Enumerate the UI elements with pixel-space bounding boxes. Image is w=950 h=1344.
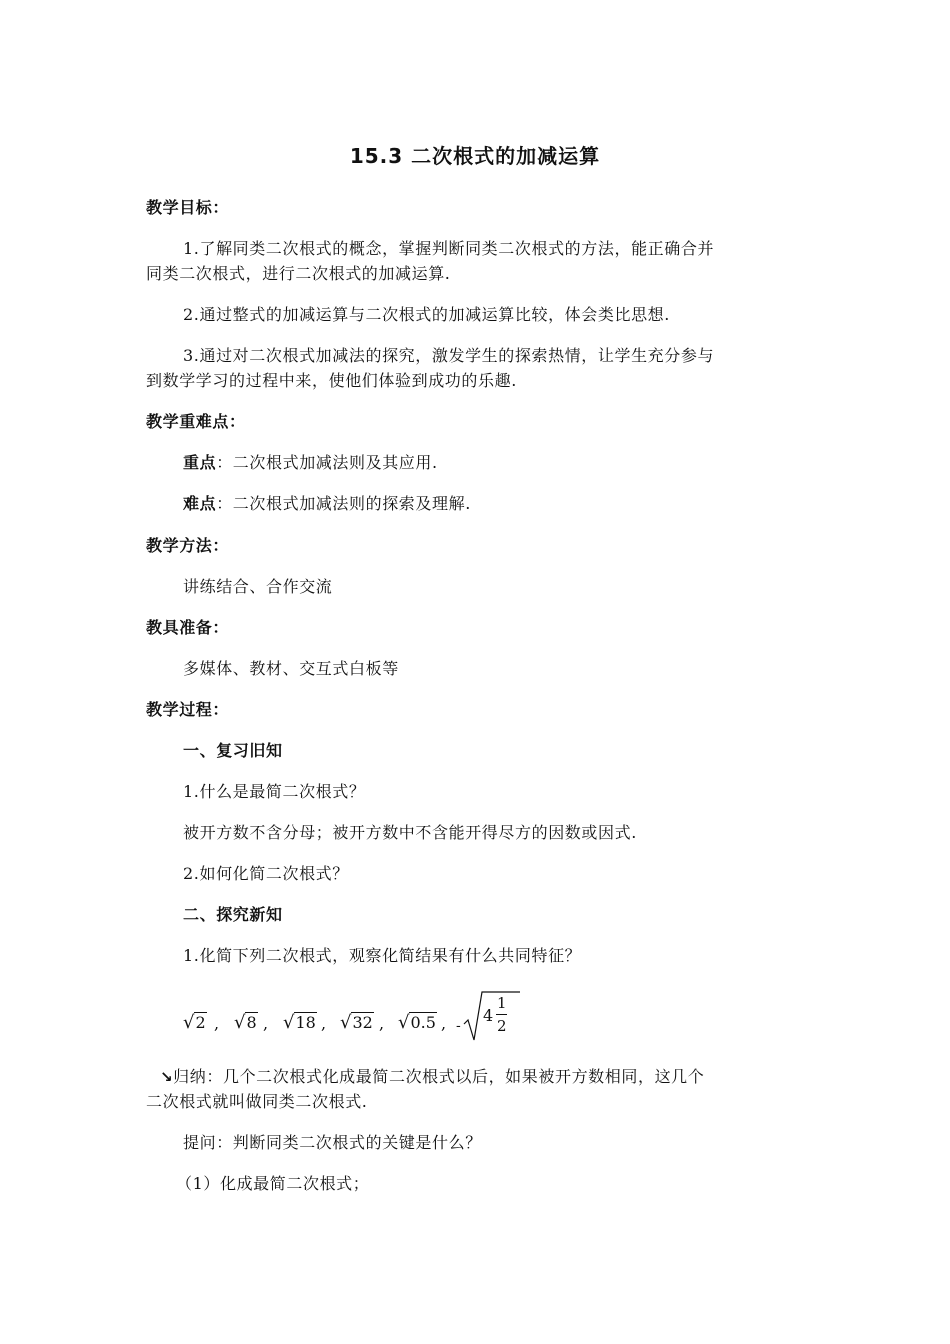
keypoints-heading: 教学重难点： — [146, 412, 246, 431]
radical-sqrt-18 — [283, 1012, 317, 1033]
objective-3-line-2: 到数学学习的过程中来，使他们体验到成功的乐趣. — [146, 371, 517, 390]
review-answer-1: 被开方数不含分母；被开方数中不含能开得尽方的因数或因式. — [183, 823, 637, 842]
negative-sign: - — [456, 1018, 461, 1034]
sqrt-symbol: √ — [283, 1012, 295, 1033]
step-1-line: （1）化成最简二次根式； — [176, 1174, 370, 1193]
summary-line-1 — [160, 1066, 704, 1088]
part-2-heading: 二、探究新知 — [183, 905, 283, 924]
methods-heading: 教学方法： — [146, 536, 230, 555]
difficulty-line — [183, 493, 471, 515]
comma: , — [441, 1014, 447, 1033]
fraction-bar — [496, 1014, 507, 1015]
radicand: 0.5 — [410, 1013, 436, 1032]
radicand: 2 — [195, 1013, 206, 1032]
review-question-2: 2.如何化简二次根式？ — [183, 864, 349, 883]
summary-text-1: 归纳：几个二次根式化成最简二次根式以后，如果被开方数相同，这几个 — [173, 1067, 705, 1086]
big-radical-whole: 4 — [483, 1006, 494, 1025]
sqrt-symbol: √ — [398, 1012, 410, 1033]
arrow-down-right-icon: ↘ — [160, 1068, 174, 1086]
summary-line-2: 二次根式就叫做同类二次根式. — [146, 1092, 368, 1111]
objective-2: 2.通过整式的加减运算与二次根式的加减运算比较，体会类比思想. — [183, 305, 670, 324]
key-point-text: ：二次根式加减法则及其应用. — [216, 453, 438, 472]
radical-sqrt-32 — [340, 1012, 374, 1033]
comma: , — [321, 1014, 327, 1033]
objective-1-line-2: 同类二次根式，进行二次根式的加减运算. — [146, 264, 451, 283]
process-heading: 教学过程： — [146, 700, 230, 719]
radical-sqrt-2 — [183, 1012, 207, 1033]
review-question-1: 1.什么是最简二次根式？ — [183, 782, 366, 801]
difficulty-text: ：二次根式加减法则的探索及理解. — [216, 494, 471, 513]
radical-sqrt-0-5 — [398, 1012, 437, 1033]
question-line: 提问：判断同类二次根式的关键是什么？ — [183, 1133, 482, 1152]
part-1-heading: 一、复习旧知 — [183, 741, 283, 760]
objective-3-line-1: 3.通过对二次根式加减法的探究，激发学生的探索热情，让学生充分参与 — [183, 346, 715, 365]
objectives-heading: 教学目标： — [146, 198, 230, 217]
key-point-line — [183, 452, 438, 474]
radical-sqrt-8 — [234, 1012, 258, 1033]
comma: , — [379, 1014, 385, 1033]
comma: , — [263, 1014, 269, 1033]
methods-text: 讲练结合、合作交流 — [183, 577, 333, 596]
comma: , — [214, 1014, 220, 1033]
sqrt-symbol: √ — [340, 1012, 352, 1033]
big-radical-numerator: 1 — [497, 994, 507, 1012]
tools-heading: 教具准备： — [146, 618, 230, 637]
objective-1-line-1: 1.了解同类二次根式的概念，掌握判断同类二次根式的方法，能正确合并 — [183, 239, 715, 258]
difficulty-label: 难点 — [183, 494, 217, 513]
tools-text: 多媒体、教材、交互式白板等 — [183, 659, 399, 678]
key-point-label: 重点 — [183, 453, 217, 472]
radicand: 8 — [246, 1013, 257, 1032]
explore-task-1: 1.化简下列二次根式，观察化简结果有什么共同特征？ — [183, 946, 582, 965]
radicand: 32 — [352, 1013, 373, 1032]
big-radical-denominator: 2 — [497, 1017, 507, 1035]
page-title: 15.3 二次根式的加减运算 — [349, 144, 601, 168]
sqrt-symbol: √ — [183, 1012, 195, 1033]
sqrt-symbol: √ — [234, 1012, 246, 1033]
radicand: 18 — [295, 1013, 316, 1032]
